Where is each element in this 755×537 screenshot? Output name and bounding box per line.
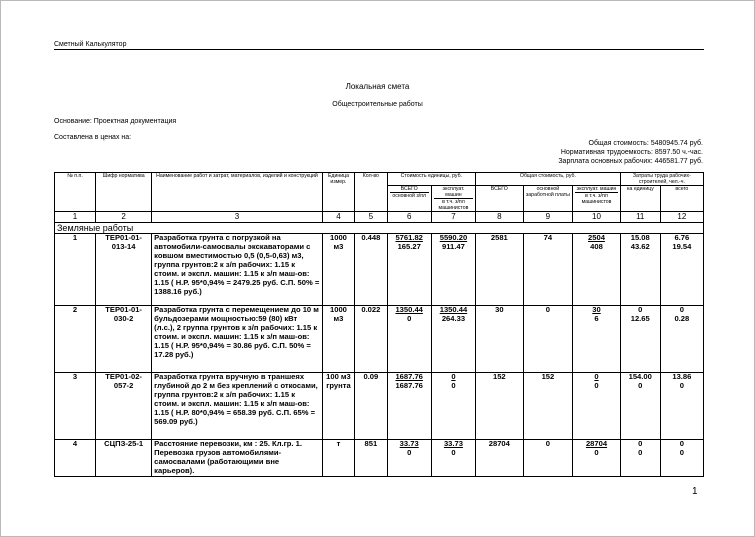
row-t-exploit: 0 xyxy=(594,372,599,382)
header-lab-unit: на единицу xyxy=(620,186,660,212)
row-unit: 100 м3 грунта xyxy=(322,373,354,440)
total-labor: Нормативная трудоемкость: 8597.50 ч.-час. xyxy=(560,149,703,156)
estimate-table xyxy=(54,172,704,477)
row-total-exploit xyxy=(573,306,621,373)
header-code: Шифр норматива xyxy=(96,173,152,212)
row-t-incl: 0 xyxy=(594,448,599,458)
row-lab-unit xyxy=(620,306,660,373)
row-t-exploit: 2504 xyxy=(588,233,605,243)
row-lab-unit1: 0 xyxy=(638,305,643,315)
row-qty: 0.448 xyxy=(355,234,387,306)
row-t-total: 28704 xyxy=(476,440,524,477)
row-lab-total1: 13.86 xyxy=(672,372,692,382)
row-lab-total2: 19.54 xyxy=(672,242,692,252)
header-name: Наименование работ и затрат, материалов, изделий и конструкций xyxy=(152,173,323,212)
row-lab-total2: 0 xyxy=(679,381,684,391)
row-u-incl: 0 xyxy=(451,381,456,391)
row-u-incl: 0 xyxy=(451,448,456,458)
app-title: Сметный Калькулятор xyxy=(54,41,127,48)
header-rule xyxy=(54,49,704,50)
header-uc-exploit: эксплуат. машин xyxy=(442,186,465,199)
row-u-exploit: 1350.44 xyxy=(439,305,468,315)
document-subtitle: Общестроительные работы xyxy=(332,101,423,108)
row-code: ТЕР01-02-057-2 xyxy=(96,373,152,440)
row-u-base: 0 xyxy=(407,448,412,458)
row-t-base: 0 xyxy=(523,306,573,373)
page-number: 1 xyxy=(692,486,698,497)
row-qty: 0.09 xyxy=(355,373,387,440)
header-uc-incl: в т.ч. з/пл машинистов xyxy=(434,198,473,211)
row-qty: 0.022 xyxy=(355,306,387,373)
row-lab-unit1: 154.00 xyxy=(628,372,652,382)
total-salary: Зарплата основных рабочих: 446581.77 руб. xyxy=(558,158,703,165)
row-total-exploit xyxy=(573,234,621,306)
col-number: 10 xyxy=(573,212,621,222)
row-lab-unit2: 0 xyxy=(638,448,643,458)
row-unit: т xyxy=(322,440,354,477)
col-number: 6 xyxy=(387,212,431,222)
row-num: 2 xyxy=(55,306,96,373)
row-t-exploit: 28704 xyxy=(585,439,608,449)
row-total-exploit xyxy=(573,373,621,440)
row-lab-unit2: 0 xyxy=(638,381,643,391)
row-unit: 1000 м3 xyxy=(322,234,354,306)
row-total-exploit xyxy=(573,440,621,477)
row-code: ТЕР01-01-013-14 xyxy=(96,234,152,306)
row-t-total: 152 xyxy=(476,373,524,440)
col-number: 5 xyxy=(355,212,387,222)
col-number: 12 xyxy=(660,212,703,222)
document-title: Локальная смета xyxy=(345,82,410,91)
row-lab-total1: 6.76 xyxy=(674,233,690,243)
header-unit-cost: Стоимость единицы, руб. xyxy=(387,173,476,186)
row-lab-total xyxy=(660,373,703,440)
col-number: 2 xyxy=(96,212,152,222)
header-tc-total: ВСЕГО xyxy=(476,186,524,212)
row-lab-unit2: 12.65 xyxy=(630,314,650,324)
col-number: 7 xyxy=(431,212,475,222)
row-u-exploit: 33.73 xyxy=(443,439,463,449)
header-labor: Затраты труда рабочих-строителей, чел.-ч. xyxy=(620,173,703,186)
header-uc-total-cell xyxy=(387,186,431,212)
header-tc-base: основной заработной платы xyxy=(523,186,573,212)
row-code: ТЕР01-01-030-2 xyxy=(96,306,152,373)
header-tc-incl: в т.ч. з/пл машинистов xyxy=(575,192,618,205)
col-number: 9 xyxy=(523,212,573,222)
row-unit-exploit xyxy=(431,440,475,477)
header-uc-total: ВСЕГО xyxy=(400,186,418,193)
row-t-total: 2581 xyxy=(476,234,524,306)
header-total-cost: Общая стоимость, руб. xyxy=(476,173,621,186)
row-name: Разработка грунта с погрузкой на автомобили-самосвалы экскаваторами с ковшом вместимостью 0,5 (0,5-0,63) м3, группа грунтов:2 к з/п рабочих: 1.15 к стоим. и экспл. машин: 1.15 к з/п маш-ов: 1.15 ( Н.Р. 95*0,94% = 2479.25 руб. С.П. 50% = 1388.16 руб.) xyxy=(152,234,323,306)
row-lab-unit xyxy=(620,373,660,440)
row-u-base: 0 xyxy=(407,314,412,324)
row-u-total: 5761.82 xyxy=(395,233,423,243)
row-u-total: 1687.76 xyxy=(395,372,423,382)
row-t-base: 74 xyxy=(523,234,573,306)
header-num: № п.п. xyxy=(55,173,96,212)
row-name: Разработка грунта с перемещением до 10 м бульдозерами мощностью:59 (80) кВт (л.с.), 2 группа грунтов к з/п рабочих: 1.15 к стоим. и экспл. машин: 1.15 к з/п маш-ов: 1.15 ( Н.Р. 95*0,94% = 30.86 руб. С.П. 50% = 17.28 руб.) xyxy=(152,306,323,373)
row-unit-cost xyxy=(387,234,431,306)
row-name: Расстояние перевозки, км : 25. Кл.гр. 1. Перевозка грузов автомобилями-самосвалами (работающими вне карьеров). xyxy=(152,440,323,477)
row-t-exploit: 30 xyxy=(592,305,601,315)
col-number: 1 xyxy=(55,212,96,222)
row-lab-total1: 0 xyxy=(679,439,684,449)
row-u-base: 165.27 xyxy=(397,242,421,252)
col-number: 8 xyxy=(476,212,524,222)
row-unit-cost xyxy=(387,373,431,440)
row-lab-unit xyxy=(620,440,660,477)
row-u-base: 1687.76 xyxy=(395,381,423,391)
row-unit-cost xyxy=(387,306,431,373)
basis-line: Основание: Проектная документация xyxy=(54,118,177,125)
row-num: 1 xyxy=(55,234,96,306)
row-lab-total1: 0 xyxy=(679,305,684,315)
column-numbers-row xyxy=(55,212,704,222)
row-u-total: 33.73 xyxy=(399,439,419,449)
table-row xyxy=(55,373,704,440)
row-u-exploit: 5590.20 xyxy=(439,233,468,243)
row-num: 4 xyxy=(55,440,96,477)
row-lab-unit2: 43.62 xyxy=(630,242,650,252)
row-lab-unit1: 0 xyxy=(638,439,643,449)
row-u-incl: 264.33 xyxy=(441,314,466,324)
row-unit-cost xyxy=(387,440,431,477)
row-t-base: 152 xyxy=(523,373,573,440)
header-row-1 xyxy=(55,173,704,186)
row-lab-total xyxy=(660,440,703,477)
table-row xyxy=(55,234,704,306)
row-lab-total xyxy=(660,234,703,306)
section-row xyxy=(55,222,704,234)
section-title: Земляные работы xyxy=(55,222,704,234)
row-qty: 851 xyxy=(355,440,387,477)
row-code: СЦПЗ-25-1 xyxy=(96,440,152,477)
row-u-incl: 911.47 xyxy=(442,242,465,252)
row-u-exploit: 0 xyxy=(451,372,456,382)
col-number: 3 xyxy=(152,212,323,222)
header-qty: Кол-во xyxy=(355,173,387,212)
row-t-total: 30 xyxy=(476,306,524,373)
total-cost: Общая стоимость: 5480945.74 руб. xyxy=(588,140,703,147)
header-tc-exploit-cell xyxy=(573,186,621,212)
row-t-base: 0 xyxy=(523,440,573,477)
header-uc-base: основной з/пл xyxy=(390,192,429,199)
row-lab-total2: 0 xyxy=(679,448,684,458)
header-lab-total: всего xyxy=(660,186,703,212)
compiled-prices-line: Составлена в ценах на: xyxy=(54,134,132,141)
row-unit: 1000 м3 xyxy=(322,306,354,373)
table-row xyxy=(55,440,704,477)
header-unit: Единица измер. xyxy=(322,173,354,212)
row-name: Разработка грунта вручную в траншеях глубиной до 2 м без креплений с откосами, группа грунтов:2 к з/п рабочих: 1.15 к стоим. и экспл. машин: 1.15 к з/п маш-ов: 1.15 ( Н.Р. 80*0,94% = 658.39 руб. С.П. 65% = 569.09 руб.) xyxy=(152,373,323,440)
row-u-total: 1350.44 xyxy=(395,305,423,315)
row-t-incl: 6 xyxy=(594,314,599,324)
row-unit-exploit xyxy=(431,234,475,306)
col-number: 11 xyxy=(620,212,660,222)
row-lab-unit1: 15.08 xyxy=(630,233,650,243)
row-unit-exploit xyxy=(431,373,475,440)
table-row xyxy=(55,306,704,373)
header-tc-exploit: эксплуат. машин xyxy=(576,186,617,193)
row-lab-total2: 0.28 xyxy=(674,314,690,324)
row-lab-total xyxy=(660,306,703,373)
row-num: 3 xyxy=(55,373,96,440)
header-uc-exploit-cell xyxy=(431,186,475,212)
row-unit-exploit xyxy=(431,306,475,373)
row-lab-unit xyxy=(620,234,660,306)
row-t-incl: 0 xyxy=(594,381,599,391)
col-number: 4 xyxy=(322,212,354,222)
row-t-incl: 408 xyxy=(590,242,603,252)
